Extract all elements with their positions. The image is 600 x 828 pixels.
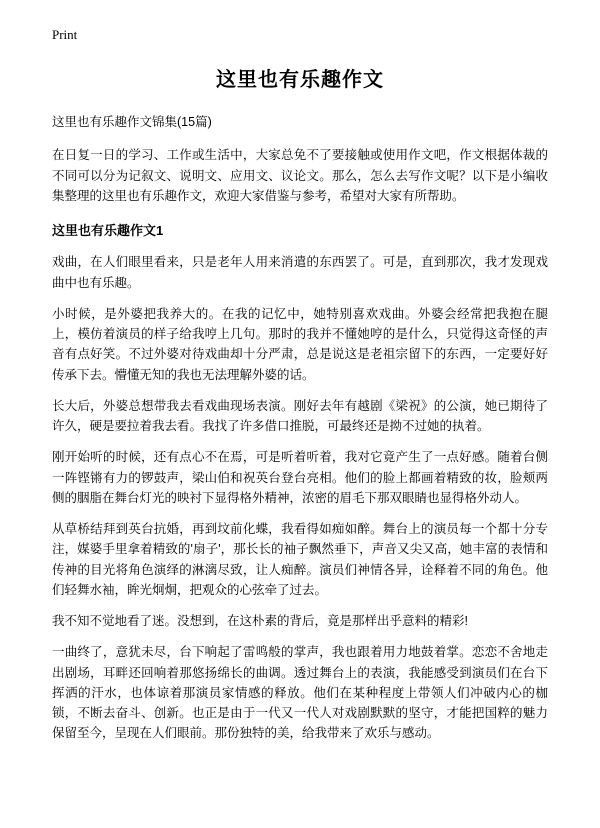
- paragraph: 戏曲，在人们眼里看来，只是老年人用来消遣的东西罢了。可是，直到那次，我才发现戏曲中也有乐趣。: [52, 255, 548, 290]
- paragraph: 刚开始听的时候，还有点心不在焉，可是听着听着，我对它竟产生了一点好感。随着台侧一阵铿锵有力的锣鼓声，梁山伯和祝英台登台亮相。他们的脸上都画着精致的妆，脸颊两侧的胭脂在舞台灯光的映衬下显得格外精神，浓密的眉毛下那双眼睛也显得格外动人。: [52, 450, 548, 505]
- page-title: 这里也有乐趣作文: [216, 68, 384, 91]
- print-button[interactable]: Print: [52, 27, 78, 42]
- paragraph: 小时候，是外婆把我养大的。在我的记忆中，她特别喜欢戏曲。外婆会经常把我抱在腿上，模仿着演员的样子给我哼上几句。那时的我并不懂她哼的是什么，只觉得这奇怪的声音有点好笑。不过外婆对待戏曲却十分严肃，总是说这是老祖宗留下的东西，一定要好好传承下去。懵懂无知的我也无法理解外婆的话。: [52, 306, 548, 382]
- section-heading: 这里也有乐趣作文1: [52, 223, 164, 239]
- paragraph: 一曲终了，意犹未尽，台下响起了雷鸣般的掌声，我也跟着用力地鼓着掌。恋恋不舍地走出剧场，耳畔还回响着那悠扬绵长的曲调。透过舞台上的表演，我能感受到演员们在台下挥洒的汗水，也体谅着那演员家情感的释放。他们在某种程度上带领人们冲破内心的枷锁，不断去奋斗、创新。也正是由于一代又一代人对戏剧默默的坚守，才能把国粹的魅力保留至今，呈现在人们眼前。那份独特的美，给我带来了欢乐与感动。: [52, 645, 548, 741]
- paragraph: 我不知不觉地看了迷。没想到，在这朴素的背后，竟是那样出乎意料的精彩!: [52, 614, 468, 629]
- paragraph: 从草桥结拜到英台抗婚，再到坟前化蝶，我看得如痴如醉。舞台上的演员每一个都十分专注，媒婆手里拿着精致的'扇子'，那长长的袖子飘然垂下，声音又尖又高，她丰富的表情和传神的目光将角色演绎的淋漓尽致，让人痴醉。演员们神情各异，诠释着不同的角色。他们轻舞水袖，眸光炯炯，把观众的心弦牵了过去。: [52, 522, 548, 597]
- paragraph: 长大后，外婆总想带我去看戏曲现场表演。刚好去年有越剧《梁祝》的公演，她已期待了许久，硬是要拉着我去看。我找了许多借口推脱，可最终还是拗不过她的执着。: [52, 398, 548, 434]
- document-subtitle: 这里也有乐趣作文锦集(15篇): [52, 114, 212, 129]
- intro-paragraph: 在日复一日的学习、工作或生活中，大家总免不了要接触或使用作文吧，作文根据体裁的不同可以分为记叙文、说明文、应用文、议论文。那么，怎么去写作文呢？以下是小编收集整理的这里也有乐趣作文，欢迎大家借鉴与参考，希望对大家有所帮助。: [52, 148, 548, 203]
- body-content: [52, 252, 548, 743]
